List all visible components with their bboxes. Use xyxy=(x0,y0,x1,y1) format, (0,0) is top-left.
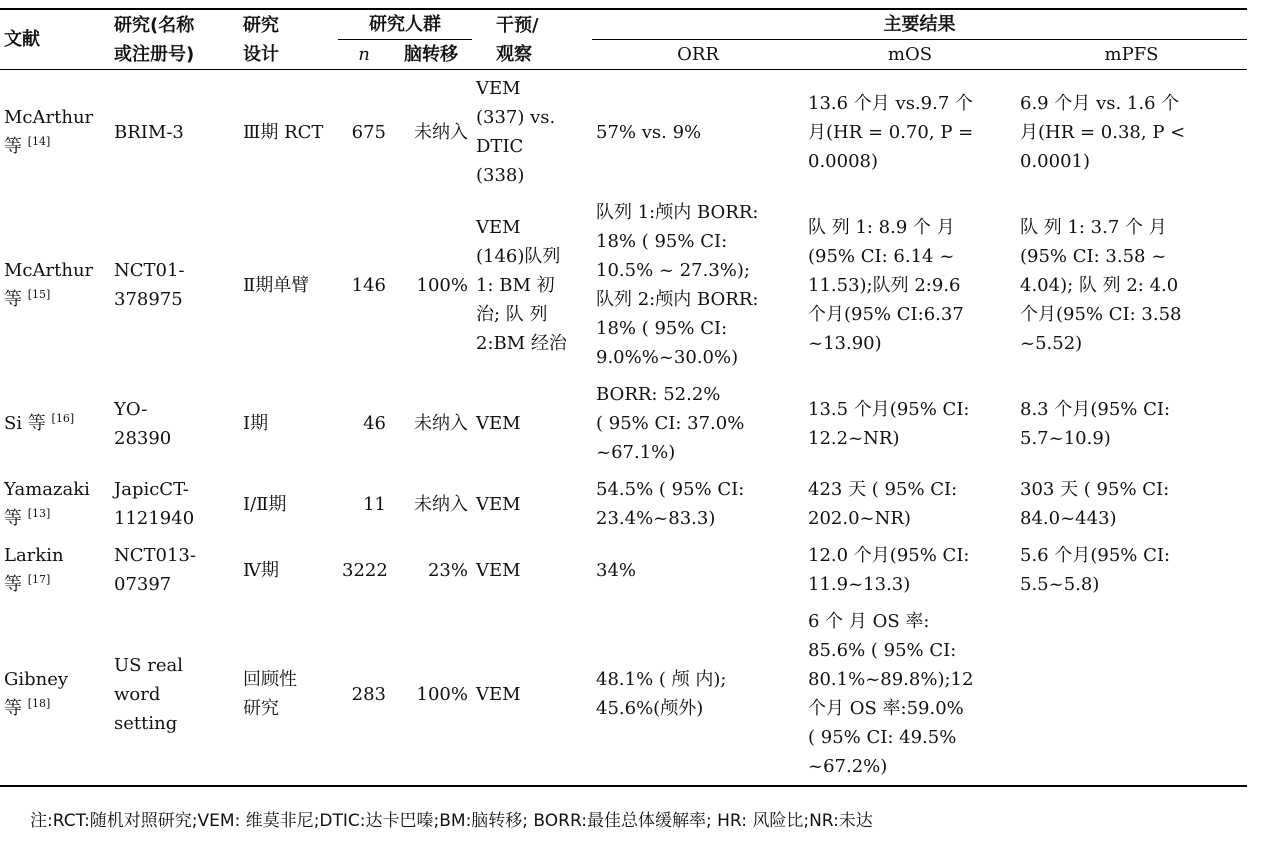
cell-n: 283 xyxy=(338,603,390,786)
ref-citation: [17] xyxy=(27,573,51,586)
cell-mos: 423 天 ( 95% CI: 202.0~NR) xyxy=(808,479,958,529)
results-table xyxy=(0,8,1247,787)
cell-orr: 34% xyxy=(596,559,637,581)
cell-n: 675 xyxy=(351,121,386,143)
ref-author: McArthur 等 xyxy=(4,107,94,157)
cell-bm: 未纳入 xyxy=(414,413,468,434)
cell-intervention: VEM xyxy=(472,603,592,786)
ref-author: Gibney 等 xyxy=(4,669,69,719)
cell-n: 11 xyxy=(363,493,386,515)
header-population: 研究人群 xyxy=(338,9,472,40)
cell-mpfs: 303 天 ( 95% CI: 84.0~443) xyxy=(1020,479,1170,529)
table-row xyxy=(0,70,1247,195)
cell-intervention: VEM (337) vs. DTIC (338) xyxy=(476,78,556,186)
cell-ref xyxy=(0,537,110,603)
cell-design: 回顾性 研究 xyxy=(225,603,338,786)
ref-citation: [15] xyxy=(27,288,51,301)
cell-bm: 未纳入 xyxy=(414,493,468,515)
cell-study: JapicCT- 1121940 xyxy=(114,479,195,529)
ref-citation: [14] xyxy=(27,135,51,148)
cell-intervention: VEM (146)队列 1: BM 初 治; 队 列 2:BM 经治 xyxy=(476,216,567,354)
cell-n: 3222 xyxy=(342,559,388,581)
header-orr: ORR xyxy=(592,40,804,70)
cell-study: US real word setting xyxy=(110,603,225,786)
cell-n: 146 xyxy=(351,274,386,296)
ref-author: McArthur 等 xyxy=(4,260,94,310)
results-table-body xyxy=(0,70,1247,787)
ref-citation: [16] xyxy=(51,412,75,425)
cell-study: NCT01- 378975 xyxy=(114,260,185,310)
header-brain-mets: 脑转移 xyxy=(390,40,472,70)
cell-design: Ⅰ期 xyxy=(243,413,269,434)
cell-ref xyxy=(0,194,110,376)
table-row xyxy=(0,537,1247,603)
cell-mpfs xyxy=(1016,603,1247,786)
cell-ref xyxy=(0,70,110,195)
cell-mos: 13.5 个月(95% CI: 12.2~NR) xyxy=(808,398,970,449)
ref-author: Si 等 xyxy=(4,413,46,434)
cell-bm: 未纳入 xyxy=(414,121,468,143)
cell-mpfs: 5.6 个月(95% CI: 5.5~5.8) xyxy=(1020,545,1171,595)
cell-mpfs: 8.3 个月(95% CI: 5.7~10.9) xyxy=(1020,398,1171,449)
cell-intervention: VEM xyxy=(476,413,521,434)
cell-orr: BORR: 52.2% ( 95% CI: 37.0% ~67.1%) xyxy=(596,384,745,463)
cell-design: Ⅳ期 xyxy=(243,559,279,581)
header-main-results: 主要结果 xyxy=(592,9,1247,40)
table-row xyxy=(0,471,1247,537)
cell-orr: 48.1% ( 颅 内); 45.6%(颅外) xyxy=(592,603,804,786)
cell-ref xyxy=(0,471,110,537)
header-intervention: 干预/ 观察 xyxy=(472,9,592,70)
cell-ref xyxy=(0,376,110,471)
cell-study: YO- 28390 xyxy=(114,398,172,449)
header-mos: mOS xyxy=(804,40,1016,70)
table-row xyxy=(0,194,1247,376)
cell-mos: 13.6 个月 vs.9.7 个 月(HR = 0.70, P = 0.0008) xyxy=(808,92,974,172)
cell-design: Ⅰ/Ⅱ期 xyxy=(243,493,287,515)
header-study-name: 研究(名称 或注册号) xyxy=(110,9,225,70)
cell-study: BRIM-3 xyxy=(114,121,184,143)
ref-citation: [13] xyxy=(27,507,51,520)
header-ref: 文献 xyxy=(0,9,110,70)
cell-intervention: VEM xyxy=(476,493,521,515)
header-mpfs: mPFS xyxy=(1016,40,1247,70)
cell-mos: 12.0 个月(95% CI: 11.9~13.3) xyxy=(808,545,970,595)
cell-orr: 57% vs. 9% xyxy=(596,121,702,143)
header-design: 研究 设计 xyxy=(225,9,338,70)
ref-author: Larkin 等 xyxy=(4,545,64,595)
cell-intervention: VEM xyxy=(476,559,521,581)
cell-study: NCT013- 07397 xyxy=(114,545,196,595)
header-n: n xyxy=(338,40,390,70)
cell-mos: 队 列 1: 8.9 个 月 (95% CI: 6.14 ~ 11.53);队列 2:9.6 个月(95% CI:6.37 ~13.90) xyxy=(808,216,964,354)
cell-design: Ⅱ期单臂 xyxy=(243,274,310,296)
cell-mpfs: 6.9 个月 vs. 1.6 个 月(HR = 0.38, P < 0.0001) xyxy=(1020,92,1186,172)
table-row xyxy=(0,603,1247,786)
cell-mos: 6 个 月 OS 率: 85.6% ( 95% CI: 80.1%~89.8%);12 个月 OS 率:59.0% ( 95% CI: 49.5% ~67.2%) xyxy=(804,603,1016,786)
cell-ref xyxy=(0,603,110,786)
cell-orr: 队列 1:颅内 BORR: 18% ( 95% CI: 10.5% ~ 27.3%); 队列 2:颅内 BORR: 18% ( 95% CI: 9.0%%~30.0%) xyxy=(596,202,759,368)
results-table-container xyxy=(0,8,1247,787)
cell-bm: 100% xyxy=(416,274,468,296)
table-row xyxy=(0,376,1247,471)
cell-design: Ⅲ期 RCT xyxy=(243,121,324,143)
cell-mpfs: 队 列 1: 3.7 个 月 (95% CI: 3.58 ~ 4.04); 队 列 2: 4.0 个月(95% CI: 3.58 ~5.52) xyxy=(1020,216,1182,354)
cell-n: 46 xyxy=(363,413,386,434)
cell-orr: 54.5% ( 95% CI: 23.4%~83.3) xyxy=(596,479,745,529)
ref-author: Yamazaki 等 xyxy=(4,479,90,529)
table-footnote: 注:RCT:随机对照研究;VEM: 维莫非尼;DTIC:达卡巴嗪;BM:脑转移; BORR:最佳总体缓解率; HR: 风险比;NR:未达 xyxy=(30,811,873,831)
cell-bm: 23% xyxy=(427,559,468,581)
ref-citation: [18] xyxy=(27,697,51,710)
cell-bm: 100% xyxy=(390,603,472,786)
